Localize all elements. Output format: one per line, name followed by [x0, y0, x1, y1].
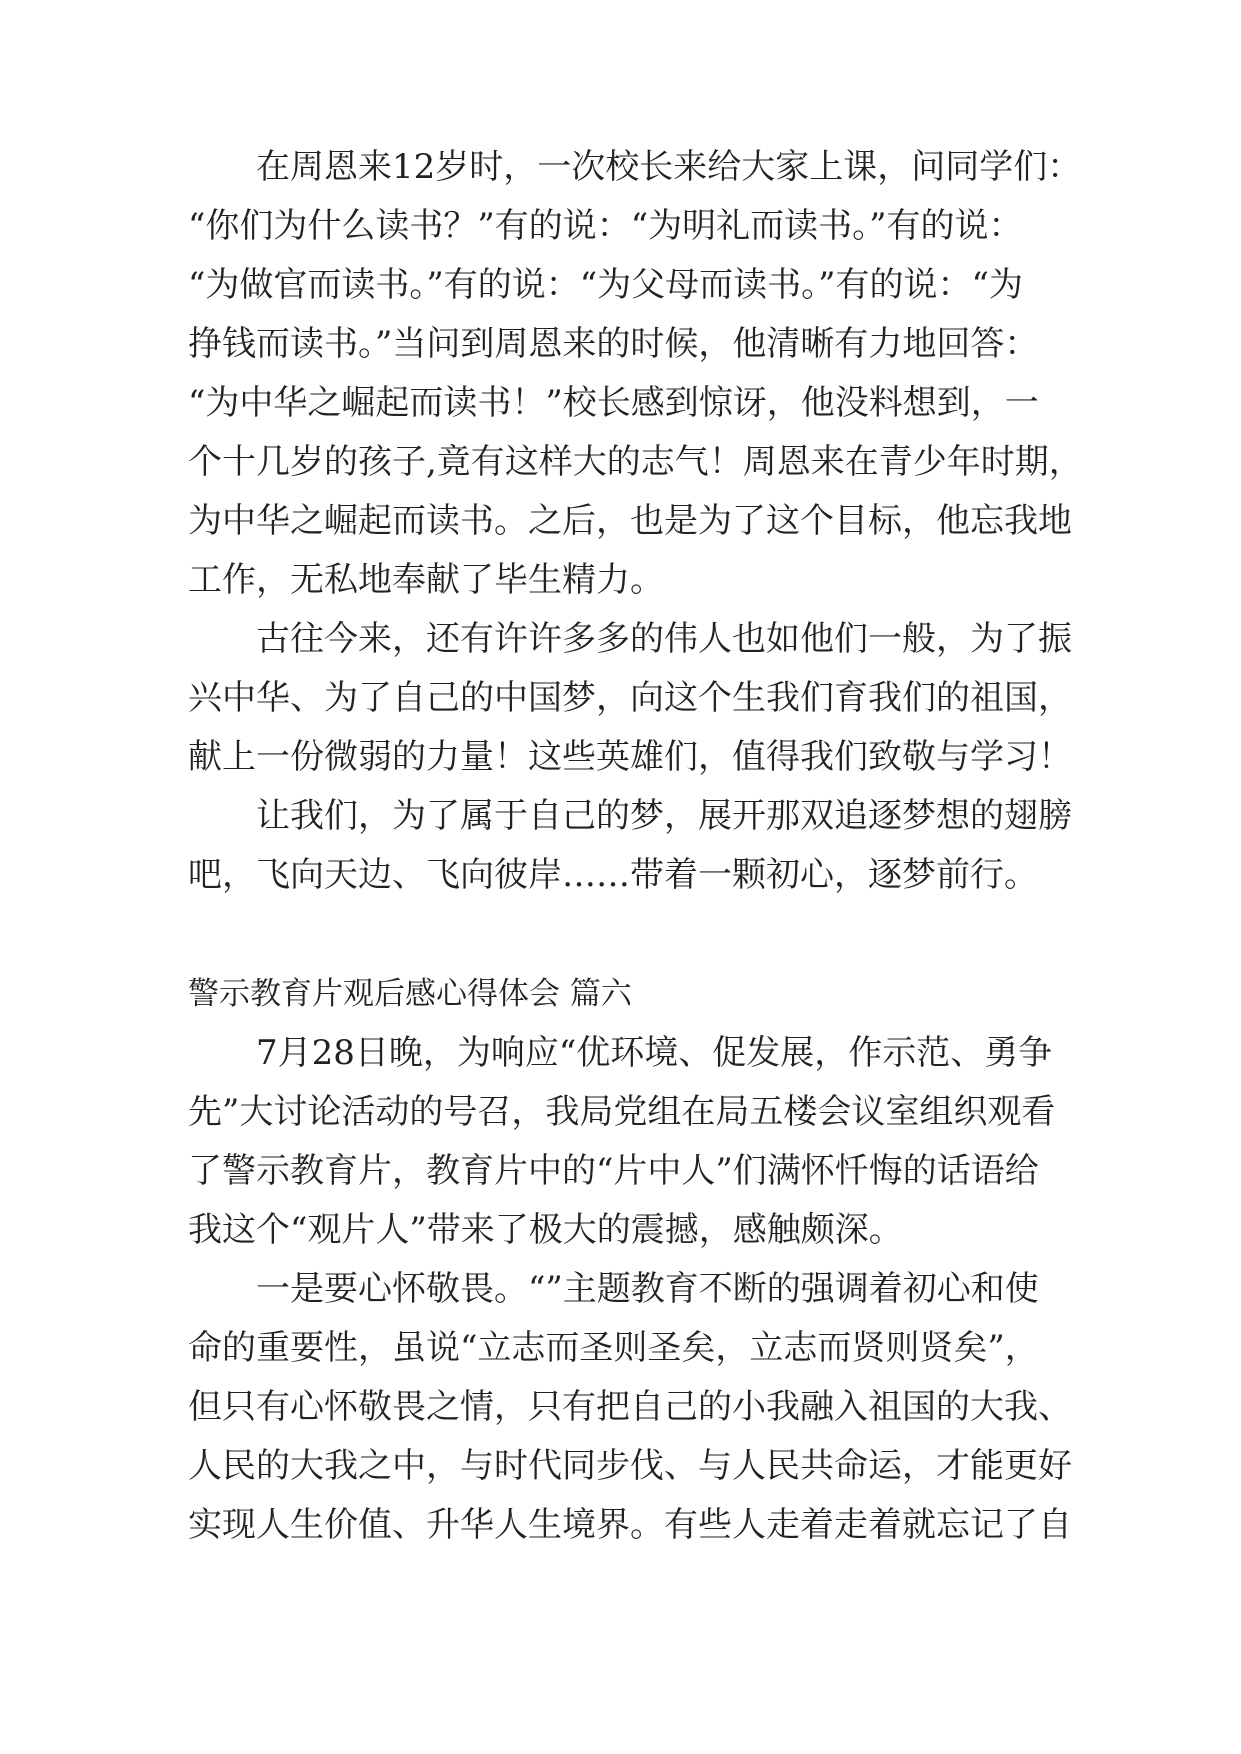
text-line: 先”大讨论活动的号召，我局党组在局五楼会议室组织观看 [188, 1092, 1056, 1132]
text-line: 在周恩来12岁时，一次校长来给大家上课，问同学们： [256, 147, 1082, 187]
text-line: 工作，无私地奉献了毕生精力。 [188, 560, 664, 600]
text-line: 个十几岁的孩子,竟有这样大的志气！周恩来在青少年时期， [188, 442, 1083, 482]
text-line: 一是要心怀敬畏。“”主题教育不断的强调着初心和使 [256, 1269, 1039, 1309]
text-line: 但只有心怀敬畏之情，只有把自己的小我融入祖国的大我、 [188, 1387, 1072, 1427]
text-line: 我这个“观片人”带来了极大的震撼，感触颇深。 [188, 1210, 903, 1250]
text-line: 7月28日晚，为响应“优环境、促发展，作示范、勇争 [256, 1033, 1053, 1073]
text-line: 命的重要性，虽说“立志而圣则圣矣，立志而贤则贤矣”， [188, 1328, 1039, 1368]
text-line: 实现人生价值、升华人生境界。有些人走着走着就忘记了自 [188, 1505, 1072, 1545]
text-line: 让我们，为了属于自己的梦，展开那双追逐梦想的翅膀 [256, 796, 1072, 836]
text-line: 古往今来，还有许许多多的伟人也如他们一般，为了振 [256, 619, 1072, 659]
text-line: 兴中华、为了自己的中国梦，向这个生我们育我们的祖国， [188, 678, 1072, 718]
text-line: 了警示教育片，教育片中的“片中人”们满怀忏悔的话语给 [188, 1151, 1039, 1191]
text-line: 挣钱而读书。”当问到周恩来的时候，他清晰有力地回答： [188, 324, 1039, 364]
text-line: 为中华之崛起而读书。之后，也是为了这个目标，他忘我地 [188, 501, 1072, 541]
text-line: “为做官而读书。”有的说：“为父母而读书。”有的说：“为 [188, 265, 1023, 305]
text-line: 吧，飞向天边、飞向彼岸……带着一颗初心，逐梦前行。 [188, 855, 1038, 895]
section-heading: 警示教育片观后感心得体会 篇六 [188, 976, 632, 1012]
text-line: “为中华之崛起而读书！”校长感到惊讶，他没料想到，一 [188, 383, 1039, 423]
text-line: 献上一份微弱的力量！这些英雄们，值得我们致敬与学习！ [188, 737, 1072, 777]
text-line: “你们为什么读书？”有的说：“为明礼而读书。”有的说： [188, 206, 1023, 246]
text-line: 人民的大我之中，与时代同步伐、与人民共命运，才能更好 [188, 1446, 1072, 1486]
